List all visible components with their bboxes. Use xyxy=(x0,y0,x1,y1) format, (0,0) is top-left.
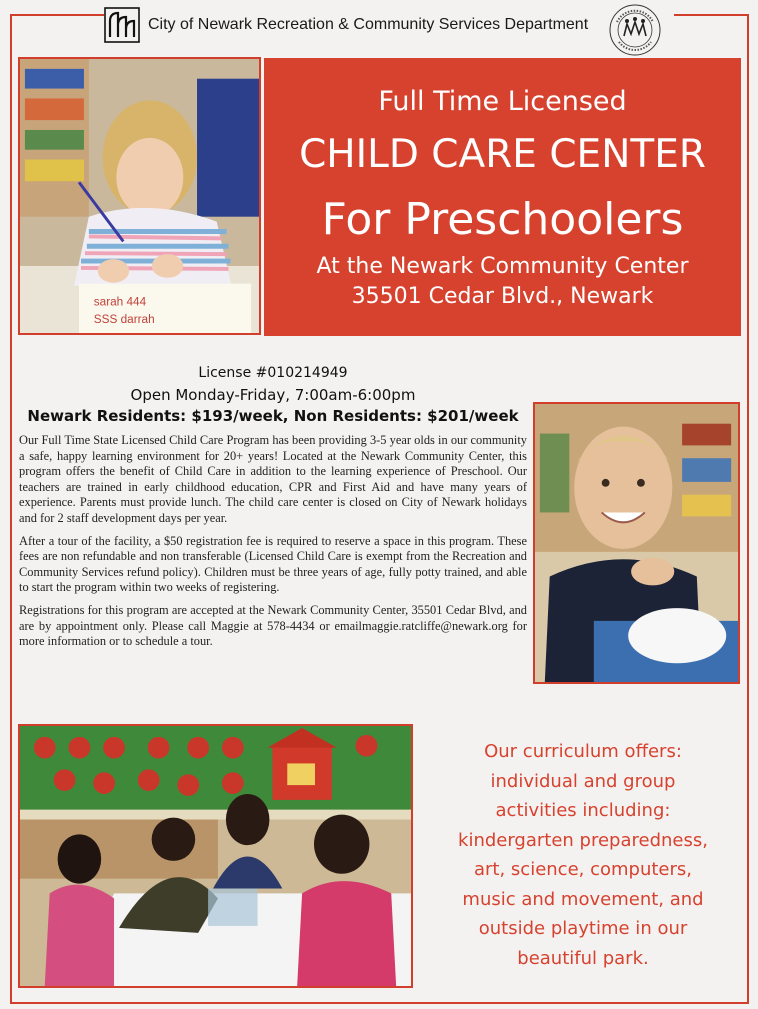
curriculum-line: Our curriculum offers: xyxy=(484,741,682,762)
banner-line-2: CHILD CARE CENTER xyxy=(299,132,706,177)
banner-address: 35501 Cedar Blvd., Newark xyxy=(351,284,654,309)
hours: Open Monday-Friday, 7:00am-6:00pm xyxy=(130,386,416,404)
recreation-seal-icon xyxy=(607,2,663,58)
svg-text:SSS darrah: SSS darrah xyxy=(93,312,155,327)
curriculum-line: activities including: xyxy=(495,800,671,821)
department-name: City of Newark Recreation & Community Services Department xyxy=(148,16,589,33)
title-banner xyxy=(264,58,741,336)
license-number: License #010214949 xyxy=(198,365,348,381)
photo-boy-smiling xyxy=(533,402,740,684)
curriculum-line: kindergarten preparedness, xyxy=(458,829,708,851)
paragraph-program: Our Full Time State Licensed Child Care Program has been providing 3-5 year olds in our community a safe, happy learning environment for 20+ years! Located at the Newark Community Center, this program offers the benefit of Child Care in addition to the learning experience of Preschool. Our teachers are trained in early childhood education, CPR and First Aid and have many years of experience. Parents must provide lunch. The child care center is closed on City of Newark holidays and for 2 staff development days per year. xyxy=(19,433,527,525)
curriculum-line: individual and group xyxy=(490,770,676,792)
curriculum-line: beautiful park. xyxy=(517,947,649,969)
city-logo-icon xyxy=(104,7,140,43)
banner-location: At the Newark Community Center xyxy=(316,254,689,279)
header-bar xyxy=(104,6,674,44)
paragraph-registration-fee: After a tour of the facility, a $50 registration fee is required to reserve a space in this program. These fees are non refundable and non transferable (Licensed Child Care is exempt from the Recreation and Community Services refund policy). Children must be three years of age, fully potty trained, and able to start the program within two weeks of registering. xyxy=(19,533,527,595)
rates: Newark Residents: $193/week, Non Residents: $201/week xyxy=(27,407,519,425)
description xyxy=(19,433,527,657)
curriculum-line: outside playtime in our xyxy=(478,918,688,939)
banner-line-1: Full Time Licensed xyxy=(378,86,627,117)
curriculum-line: art, science, computers, xyxy=(473,859,692,880)
svg-text:sarah 444: sarah 444 xyxy=(93,294,147,309)
photo-girl-writing xyxy=(18,57,261,335)
banner-line-3: For Preschoolers xyxy=(321,194,684,245)
curriculum-line: music and movement, and xyxy=(462,888,704,910)
curriculum-text xyxy=(424,737,742,973)
photo-classroom xyxy=(18,724,413,988)
paragraph-contact: Registrations for this program are accepted at the Newark Community Center, 35501 Cedar Blvd, and are by appointment only. Please call Maggie at 578-4434 or emailmaggie.ratcliffe@newark.org for more information or to schedule a tour. xyxy=(19,602,527,649)
